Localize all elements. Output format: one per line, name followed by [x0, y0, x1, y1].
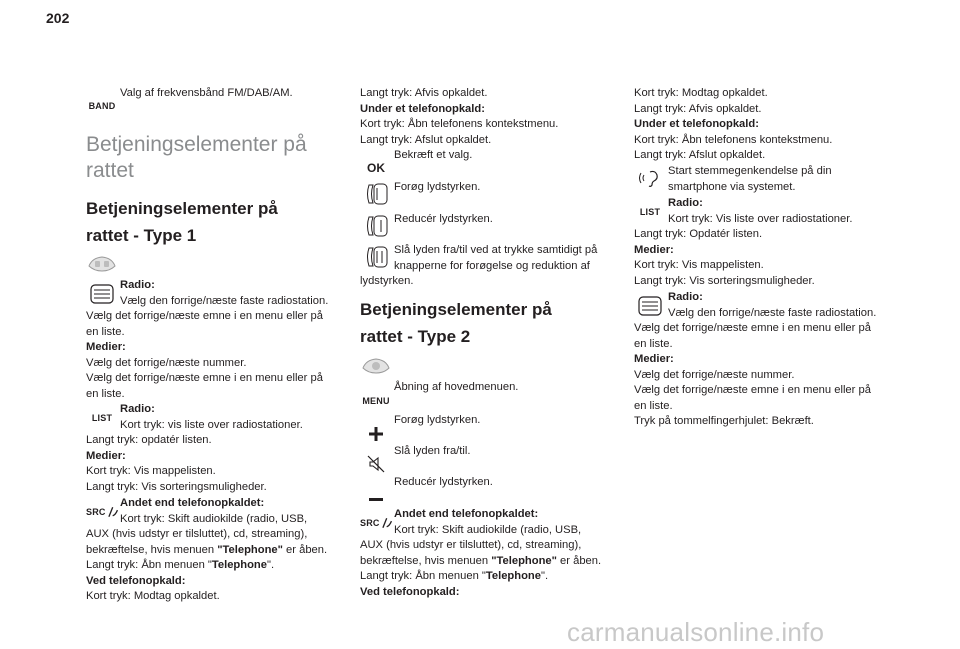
band-text: Valg af frekvensbånd FM/DAB/AM. [120, 87, 293, 99]
sub-title-type-2: Betjeningselementer på rattet - Type 2 [360, 300, 552, 346]
watermark: carmanualsonline.info [567, 617, 825, 647]
band-icon: BAND [88, 101, 116, 111]
section-title: Betjeningselementer på rattet [86, 133, 307, 182]
minus-icon [360, 475, 392, 503]
volume-down-thumbwheel-icon [360, 212, 392, 240]
src-phone-icon-2: SRC [360, 509, 392, 537]
steering-controls-type2-icon [360, 352, 392, 380]
mute-speaker-icon [360, 444, 392, 472]
ok-icon: OK [367, 161, 385, 175]
voice-recognition-icon [634, 164, 666, 192]
mute-thumbwheel-icon [360, 243, 392, 271]
steering-controls-type1-icon [86, 250, 118, 278]
thumbwheel-icon-2 [634, 292, 666, 320]
src-phone-icon: SRC [86, 498, 118, 526]
sub-title-type-1: Betjeningselementer på rattet - Type 1 [86, 199, 278, 245]
list-icon: LIST [91, 413, 113, 423]
plus-icon [360, 413, 392, 441]
volume-up-thumbwheel-icon [360, 180, 392, 208]
list-icon-2: LIST [639, 207, 661, 217]
page-number: 202 [46, 10, 70, 26]
menu-icon: MENU [362, 396, 390, 406]
thumbwheel-icon [86, 280, 118, 308]
